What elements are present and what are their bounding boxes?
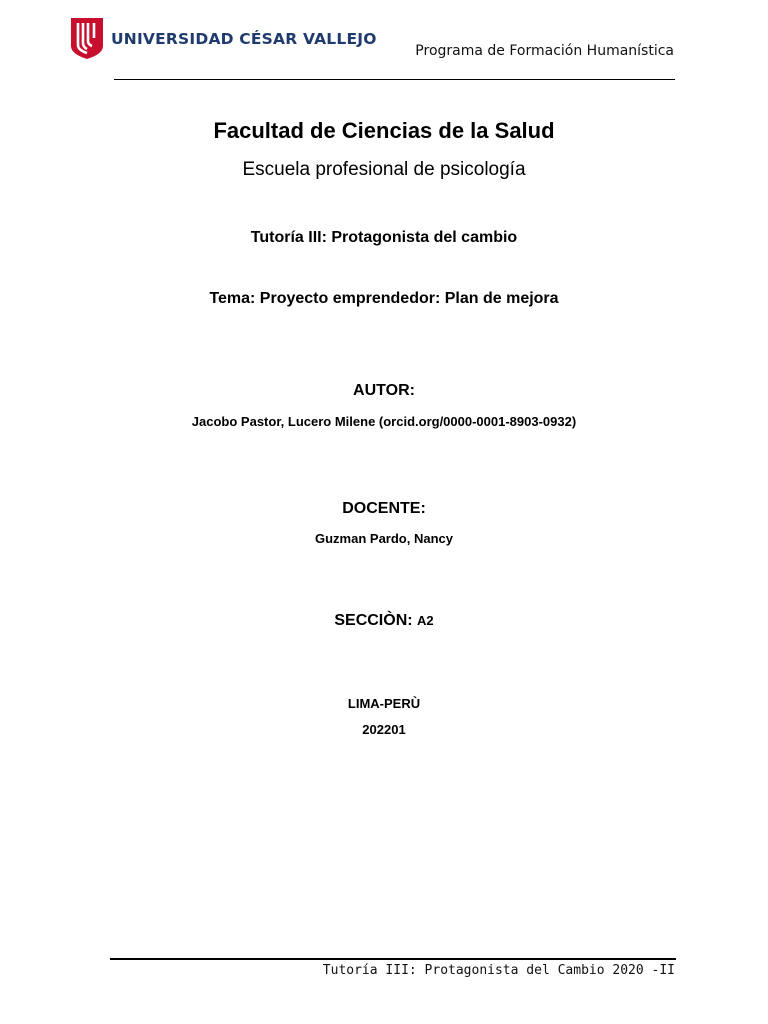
faculty-title: Facultad de Ciencias de la Salud: [213, 118, 555, 143]
header-divider: [114, 79, 675, 80]
footer-text: Tutoría III: Protagonista del Cambio 2020 -II: [322, 963, 675, 978]
teacher-name: Guzman Pardo, Nancy: [315, 531, 453, 546]
university-logo: [70, 16, 377, 60]
school-subtitle: Escuela profesional de psicología: [242, 159, 526, 180]
year: 202201: [362, 722, 406, 737]
topic-title: Tema: Proyecto emprendedor: Plan de mejora: [209, 290, 559, 307]
section-label: SECCIÒN:: [334, 612, 413, 629]
program-name: Programa de Formación Humanística: [415, 43, 674, 59]
ucv-shield-icon: [70, 16, 104, 60]
footer-divider: [110, 958, 676, 960]
place: LIMA-PERÙ: [347, 696, 421, 711]
course-title: Tutoría III: Protagonista del cambio: [250, 229, 518, 246]
section-value: A2: [417, 613, 434, 628]
university-logo-text: UNIVERSIDAD CÉSAR VALLEJO: [111, 30, 377, 48]
section-line: [0, 612, 768, 630]
author-name: Jacobo Pastor, Lucero Milene (orcid.org/0000-0001-8903-0932): [191, 414, 577, 429]
teacher-label: DOCENTE:: [342, 500, 426, 517]
author-label: AUTOR:: [353, 382, 415, 399]
